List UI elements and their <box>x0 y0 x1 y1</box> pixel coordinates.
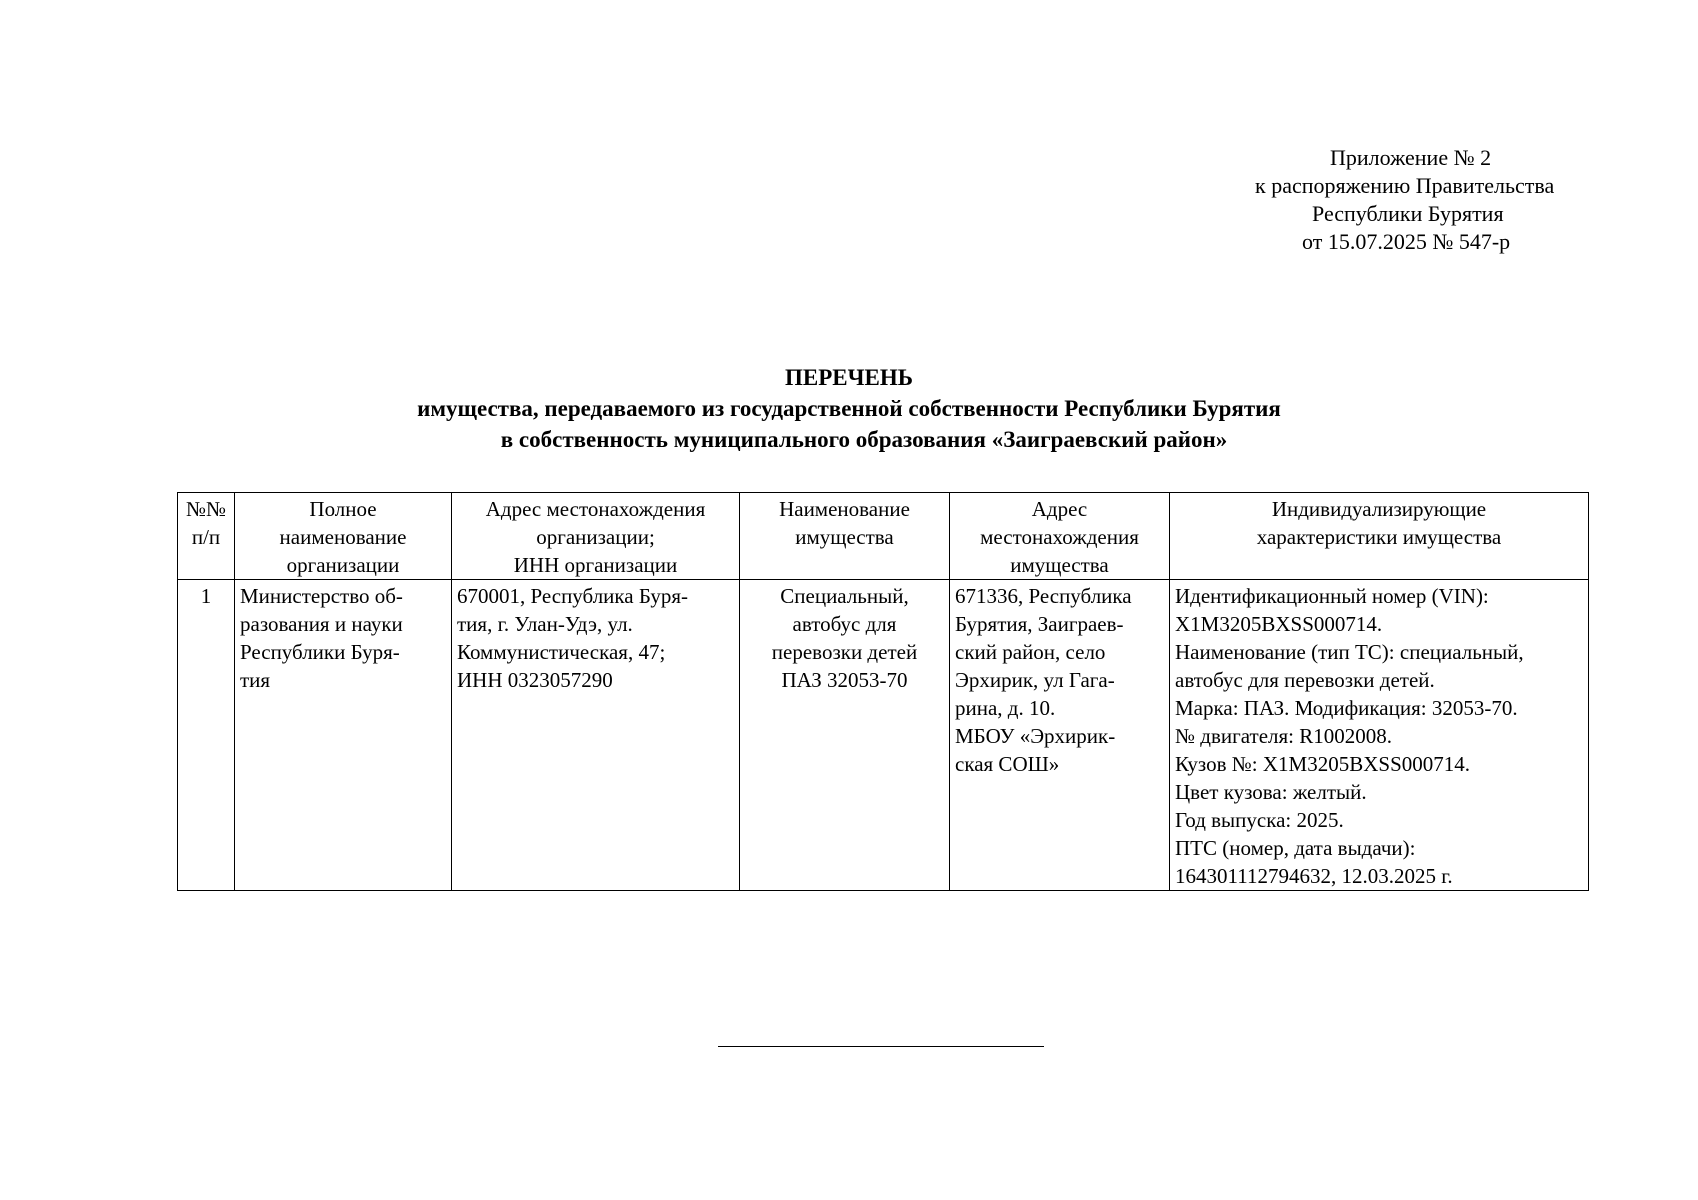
cell-text: Коммунистическая, 47; <box>457 640 666 664</box>
cell-property-name <box>740 580 950 891</box>
cell-text: Кузов №: X1M3205BXSS000714. <box>1175 752 1471 776</box>
header-cell-organization <box>235 493 452 580</box>
header-text: характеристики имущества <box>1256 525 1502 549</box>
cell-text: перевозки детей <box>771 640 918 664</box>
header-text: имущества <box>1010 553 1109 577</box>
cell-text: тия, г. Улан-Удэ, ул. <box>457 612 633 636</box>
table-header <box>178 493 1589 580</box>
header-cell-number <box>178 493 235 580</box>
appendix-date: от 15.07.2025 № 547-р <box>1302 229 1511 254</box>
cell-text: Марка: ПАЗ. Модификация: 32053-70. <box>1175 696 1518 720</box>
cell-text: Министерство об- <box>240 584 403 608</box>
title-line-2: имущества, передаваемого из государственной собственности Республики Бурятия <box>417 396 1281 421</box>
header-cell-characteristics <box>1170 493 1589 580</box>
header-text: организации <box>286 553 400 577</box>
header-text: №№ <box>185 497 227 521</box>
cell-text: Цвет кузова: желтый. <box>1175 780 1367 804</box>
appendix-header <box>1230 144 1630 256</box>
cell-text: МБОУ «Эрхирик- <box>955 724 1116 748</box>
appendix-authority: Республики Бурятия <box>1312 201 1504 226</box>
header-row <box>178 493 1589 580</box>
cell-text: Год выпуска: 2025. <box>1175 808 1344 832</box>
header-text: Наименование <box>779 497 910 521</box>
header-cell-property-name <box>740 493 950 580</box>
cell-text: X1M3205BXSS000714. <box>1175 612 1383 636</box>
header-text: п/п <box>191 525 221 549</box>
property-table <box>177 492 1589 891</box>
header-text: Адрес местонахождения <box>485 497 706 521</box>
header-text: ИНН организации <box>513 553 678 577</box>
header-text: наименование <box>279 525 407 549</box>
closing-divider <box>718 1046 1044 1047</box>
cell-text: 670001, Республика Буря- <box>457 584 689 608</box>
cell-text: Республики Буря- <box>240 640 400 664</box>
cell-text: рина, д. 10. <box>955 696 1056 720</box>
header-text: имущества <box>795 525 894 549</box>
cell-text: Эрхирик, ул Гага- <box>955 668 1115 692</box>
header-text: организации; <box>536 525 655 549</box>
appendix-number: Приложение № 2 <box>1330 145 1492 170</box>
appendix-reference: к распоряжению Правительства <box>1255 173 1555 198</box>
header-cell-property-address <box>950 493 1170 580</box>
cell-text: тия <box>240 668 271 692</box>
cell-text: № двигателя: R1002008. <box>1175 724 1392 748</box>
header-text: Адрес <box>1031 497 1088 521</box>
cell-organization <box>235 580 452 891</box>
cell-text: ский район, село <box>955 640 1106 664</box>
cell-text: Бурятия, Заиграев- <box>955 612 1124 636</box>
header-cell-org-address <box>452 493 740 580</box>
cell-text: 671336, Республика <box>955 584 1132 608</box>
cell-property-address <box>950 580 1170 891</box>
table-row <box>178 580 1589 891</box>
cell-text: Специальный, <box>780 584 909 608</box>
cell-text: ПТС (номер, дата выдачи): <box>1175 836 1416 860</box>
header-text: Индивидуализирующие <box>1271 497 1487 521</box>
cell-org-address <box>452 580 740 891</box>
cell-text: ская СОШ» <box>955 752 1060 776</box>
header-text: Полное <box>309 497 377 521</box>
title-main: ПЕРЕЧЕНЬ <box>785 365 913 390</box>
cell-text: 164301112794632, 12.03.2025 г. <box>1175 864 1453 888</box>
document-title <box>0 362 1698 455</box>
cell-text: разования и науки <box>240 612 403 636</box>
header-text: местонахождения <box>980 525 1139 549</box>
cell-text: Идентификационный номер (VIN): <box>1175 584 1489 608</box>
cell-text: Наименование (тип ТС): специальный, <box>1175 640 1524 664</box>
cell-text: автобус для <box>792 612 897 636</box>
cell-number: 1 <box>178 580 235 891</box>
cell-characteristics <box>1170 580 1589 891</box>
cell-text: автобус для перевозки детей. <box>1175 668 1435 692</box>
title-line-3: в собственность муниципального образования «Заиграевский район» <box>500 427 1228 452</box>
cell-text: ПАЗ 32053-70 <box>781 668 908 692</box>
cell-text: ИНН 0323057290 <box>457 668 613 692</box>
